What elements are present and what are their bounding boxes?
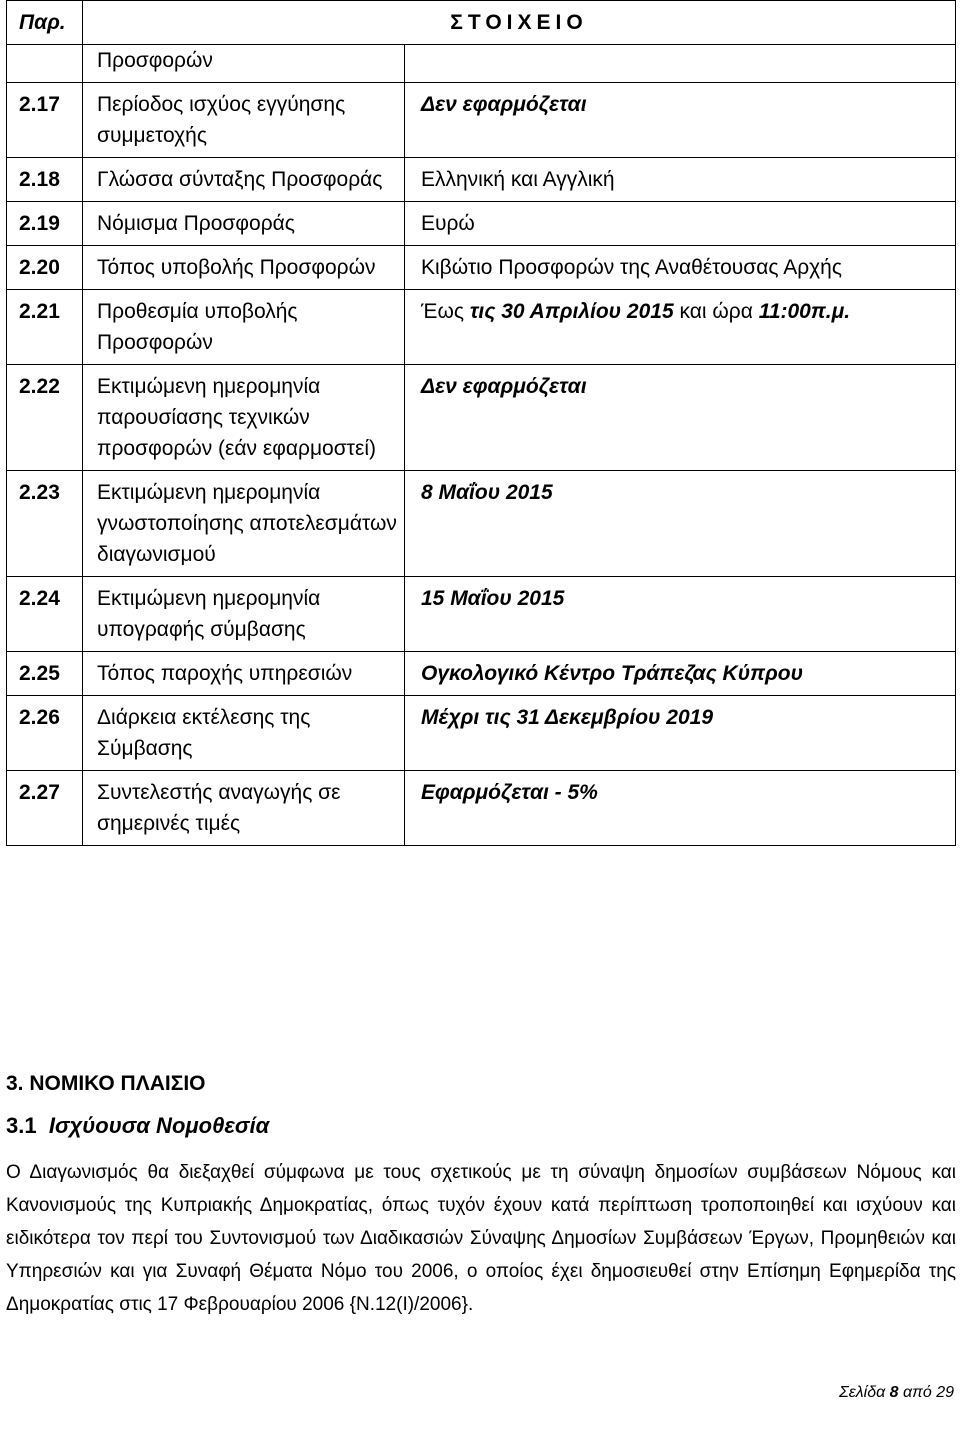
deadline-prefix: Έως <box>421 300 470 323</box>
deadline-time: 11:00π.μ. <box>758 300 851 323</box>
total-pages: 29 <box>936 1384 954 1401</box>
row-number: 2.17 <box>7 83 83 158</box>
row-number: 2.26 <box>7 696 83 771</box>
table-row <box>7 45 956 83</box>
table-row <box>7 83 956 158</box>
header-element: ΣΤΟΙΧΕΙΟ <box>83 1 956 45</box>
row-description: Τόπος παροχής υπηρεσιών <box>83 652 405 696</box>
table-row <box>7 246 956 290</box>
subsection-heading <box>6 1113 269 1139</box>
table-row <box>7 771 956 846</box>
header-paragraph: Παρ. <box>7 1 83 45</box>
deadline-mid: και ώρα <box>673 300 759 323</box>
row-value: Κιβώτιο Προσφορών της Αναθέτουσας Αρχής <box>405 246 956 290</box>
row-description: Εκτιμώμενη ημερομηνία παρουσίασης τεχνικών προσφορών (εάν εφαρμοστεί) <box>83 365 405 471</box>
subsection-title: Ισχύουσα Νομοθεσία <box>48 1113 270 1138</box>
row-number: 2.21 <box>7 290 83 365</box>
row-value: Ογκολογικό Κέντρο Τράπεζας Κύπρου <box>405 652 956 696</box>
row-value <box>405 290 956 365</box>
table-row <box>7 652 956 696</box>
row-description: Εκτιμώμενη ημερομηνία γνωστοποίησης αποτελεσμάτων διαγωνισμού <box>83 471 405 577</box>
row-number: 2.24 <box>7 577 83 652</box>
table-header-row <box>7 1 956 45</box>
row-description: Γλώσσα σύνταξης Προσφοράς <box>83 158 405 202</box>
row-number: 2.22 <box>7 365 83 471</box>
table-row <box>7 290 956 365</box>
row-number: 2.27 <box>7 771 83 846</box>
row-number: 2.25 <box>7 652 83 696</box>
table-row <box>7 365 956 471</box>
row-value: 15 Μαΐου 2015 <box>405 577 956 652</box>
current-page-number: 8 <box>889 1384 899 1401</box>
legislation-paragraph: Ο Διαγωνισμός θα διεξαχθεί σύμφωνα με τους σχετικούς με τη σύναψη δημοσίων συμβάσεων Νόμους και Κανονισμούς της Κυπριακής Δημοκρατίας, όπως τυχόν έχουν κατά περίπτωση τροποποιηθεί και ισχύουν και ειδικότερα τον περί του Συντονισμού των Διαδικασιών Σύναψης Δημοσίων Συμβάσεων Έργων, Προμηθειών και Υπηρεσιών και για Συναφή Θέματα Νόμο του 2006, ο οποίος έχει δημοσιευθεί στην Επίσημη Εφημερίδα της Δημοκρατίας στις 17 Φεβρουαρίου 2006 {Ν.12(Ι)/2006}. <box>6 1162 956 1315</box>
row-value: Δεν εφαρμόζεται <box>405 365 956 471</box>
footer-prefix: Σελίδα <box>839 1384 890 1401</box>
row-number: 2.18 <box>7 158 83 202</box>
row-description: Περίοδος ισχύος εγγύησης συμμετοχής <box>83 83 405 158</box>
row-description: Προσφορών <box>83 45 405 83</box>
row-number: 2.19 <box>7 202 83 246</box>
row-description: Νόμισμα Προσφοράς <box>83 202 405 246</box>
row-description: Τόπος υποβολής Προσφορών <box>83 246 405 290</box>
row-number: 2.23 <box>7 471 83 577</box>
row-number <box>7 45 83 83</box>
table-row <box>7 202 956 246</box>
row-value: Δεν εφαρμόζεται <box>405 83 956 158</box>
footer-middle: από <box>898 1384 937 1401</box>
page-footer <box>839 1384 954 1402</box>
row-description: Εκτιμώμενη ημερομηνία υπογραφής σύμβασης <box>83 577 405 652</box>
row-value: Μέχρι τις 31 Δεκεμβρίου 2019 <box>405 696 956 771</box>
tender-details-table <box>6 0 956 846</box>
row-value: Ευρώ <box>405 202 956 246</box>
table-row <box>7 158 956 202</box>
table-row <box>7 577 956 652</box>
row-description: Προθεσμία υποβολής Προσφορών <box>83 290 405 365</box>
row-value: Εφαρμόζεται - 5% <box>405 771 956 846</box>
deadline-date: τις 30 Απριλίου 2015 <box>469 300 674 323</box>
table-row <box>7 696 956 771</box>
table-row <box>7 471 956 577</box>
row-number: 2.20 <box>7 246 83 290</box>
row-description: Διάρκεια εκτέλεσης της Σύμβασης <box>83 696 405 771</box>
section-heading: 3. ΝΟΜΙΚΟ ΠΛΑΙΣΙΟ <box>6 1072 206 1095</box>
row-value: Ελληνική και Αγγλική <box>405 158 956 202</box>
subsection-number: 3.1 <box>6 1113 37 1138</box>
row-value: 8 Μαΐου 2015 <box>405 471 956 577</box>
row-description: Συντελεστής αναγωγής σε σημερινές τιμές <box>83 771 405 846</box>
row-value <box>405 45 956 83</box>
